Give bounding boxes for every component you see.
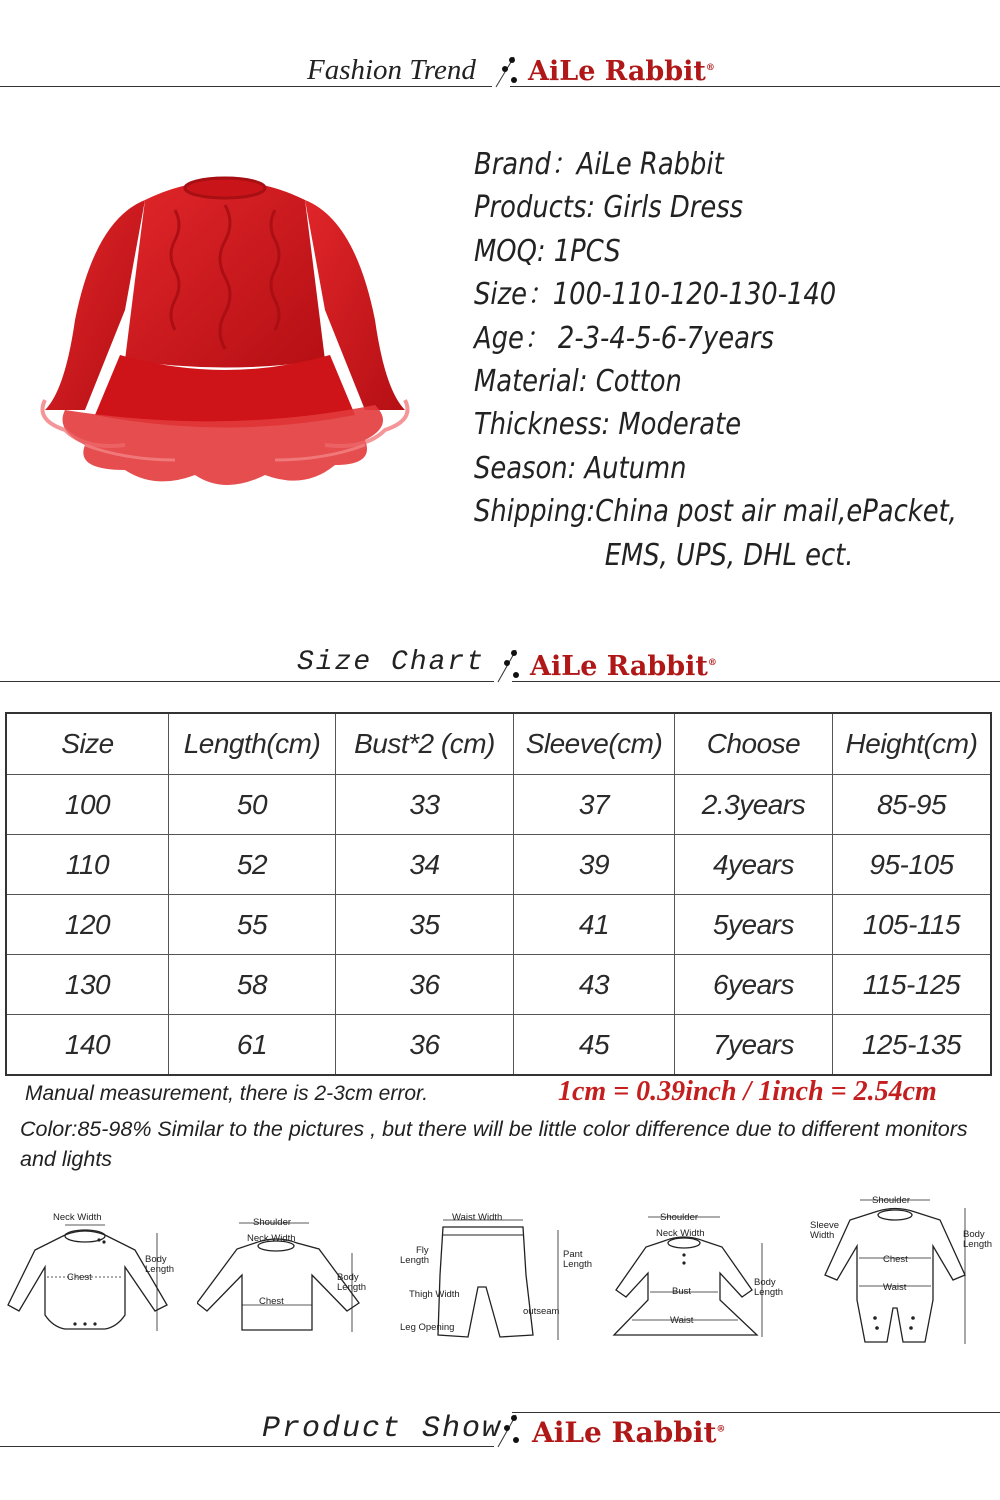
cell-length: 58 xyxy=(169,955,336,1015)
table-row xyxy=(6,955,991,1015)
table-row xyxy=(6,775,991,835)
header-brand: AiLe Rabbit® xyxy=(528,56,715,87)
label-outseam: outseam xyxy=(523,1306,560,1317)
label-bust: Bust xyxy=(672,1286,692,1297)
header-brand: AiLe Rabbit® xyxy=(532,1416,726,1449)
header-title: Product Show xyxy=(262,1412,503,1446)
header-rule-left xyxy=(0,1446,494,1447)
color-note: Color:85-98% Similar to the pictures , but there will be little color difference due to different monitors and lights xyxy=(20,1117,968,1171)
cell-sleeve: 43 xyxy=(514,955,675,1015)
cell-length: 61 xyxy=(169,1015,336,1076)
col-length: Length(cm) xyxy=(169,713,336,775)
label-length: Length xyxy=(145,1264,175,1275)
cell-bust: 34 xyxy=(336,835,514,895)
bodysuit-diagram xyxy=(5,1205,185,1345)
header-title: Size Chart xyxy=(297,647,486,678)
col-height: Height(cm) xyxy=(833,713,992,775)
dress-diagram xyxy=(602,1205,792,1345)
cell-size: 100 xyxy=(6,775,169,835)
cell-length: 52 xyxy=(169,835,336,895)
romper-diagram xyxy=(805,1190,1000,1350)
label-length: Length xyxy=(337,1282,367,1293)
col-size: Size xyxy=(6,713,169,775)
cell-sleeve: 37 xyxy=(514,775,675,835)
info-size: Size：100-110-120-130-140 xyxy=(474,277,837,313)
col-bust: Bust*2 (cm) xyxy=(336,713,514,775)
header-rule-right xyxy=(512,1412,1000,1413)
cell-length: 55 xyxy=(169,895,336,955)
col-sleeve: Sleeve(cm) xyxy=(514,713,675,775)
table-row xyxy=(6,1015,991,1076)
label-body: Body xyxy=(145,1254,167,1265)
cell-choose: 6years xyxy=(675,955,833,1015)
cell-sleeve: 41 xyxy=(514,895,675,955)
cell-sleeve: 39 xyxy=(514,835,675,895)
cell-choose: 4years xyxy=(675,835,833,895)
header-dots-icon xyxy=(496,647,520,685)
label-leg-opening: Leg Opening xyxy=(400,1322,455,1333)
table-row xyxy=(6,895,991,955)
measurement-note: Manual measurement, there is 2-3cm error. xyxy=(25,1082,429,1105)
label-waist-width: Waist Width xyxy=(452,1212,503,1223)
cell-choose: 7years xyxy=(675,1015,833,1076)
table-row xyxy=(6,835,991,895)
label-thigh-width: Thigh Width xyxy=(409,1289,460,1300)
label-fly-length: Length xyxy=(400,1255,430,1266)
label-shoulder: Shoulder xyxy=(872,1195,911,1206)
cell-choose: 2.3years xyxy=(675,775,833,835)
label-shoulder: Shoulder xyxy=(253,1217,292,1228)
cell-size: 130 xyxy=(6,955,169,1015)
label-body: Body xyxy=(337,1272,359,1283)
cell-height: 115-125 xyxy=(833,955,992,1015)
label-length: Length xyxy=(754,1287,784,1298)
cell-length: 50 xyxy=(169,775,336,835)
cell-height: 95-105 xyxy=(833,835,992,895)
label-shoulder: Shoulder xyxy=(660,1212,699,1223)
table-header-row xyxy=(6,713,991,775)
label-sleeve: Sleeve xyxy=(810,1220,840,1231)
cell-choose: 5years xyxy=(675,895,833,955)
shirt-diagram xyxy=(197,1205,387,1345)
label-chest: Chest xyxy=(259,1296,284,1307)
label-chest: Chest xyxy=(67,1272,92,1283)
info-thickness: Thickness: Moderate xyxy=(474,407,742,443)
label-waist: Waist xyxy=(883,1282,907,1293)
dress-product-image xyxy=(25,160,425,560)
header-product-show xyxy=(0,1410,1000,1450)
pants-diagram xyxy=(398,1205,598,1345)
info-brand: Brand：AiLe Rabbit xyxy=(474,147,724,182)
product-info xyxy=(474,143,957,577)
info-material: Material: Cotton xyxy=(474,363,682,399)
info-shipping-cont: EMS, UPS, DHL ect. xyxy=(604,537,854,573)
cell-bust: 36 xyxy=(336,1015,514,1076)
label-neck-width: Neck Width xyxy=(247,1233,296,1244)
label-body: Body xyxy=(963,1229,985,1240)
label-neck-width: Neck Width xyxy=(656,1228,705,1239)
header-fashion-trend xyxy=(0,52,1000,92)
label-length: Length xyxy=(963,1239,993,1250)
cell-bust: 36 xyxy=(336,955,514,1015)
label-body: Body xyxy=(754,1277,776,1288)
info-season: Season: Autumn xyxy=(474,450,687,486)
header-dots-icon xyxy=(496,1412,520,1450)
cell-bust: 35 xyxy=(336,895,514,955)
info-moq: MOQ: 1PCS xyxy=(474,233,621,269)
header-brand: AiLe Rabbit® xyxy=(530,651,717,682)
info-shipping: Shipping:China post air mail,ePacket, xyxy=(474,494,957,530)
label-pant: Pant xyxy=(563,1249,583,1260)
label-neck-width: Neck Width xyxy=(53,1212,102,1223)
label-fly: Fly xyxy=(416,1245,429,1256)
cell-height: 105-115 xyxy=(833,895,992,955)
cell-bust: 33 xyxy=(336,775,514,835)
size-table xyxy=(5,712,992,1076)
info-products: Products: Girls Dress xyxy=(474,190,744,226)
cell-size: 120 xyxy=(6,895,169,955)
header-title: Fashion Trend xyxy=(307,54,476,86)
col-choose: Choose xyxy=(675,713,833,775)
cell-size: 140 xyxy=(6,1015,169,1076)
header-rule-left xyxy=(0,681,494,682)
label-sleeve-width: Width xyxy=(810,1230,835,1241)
label-chest: Chest xyxy=(883,1254,908,1265)
cell-height: 85-95 xyxy=(833,775,992,835)
cell-height: 125-135 xyxy=(833,1015,992,1076)
header-dots-icon xyxy=(494,54,518,90)
cell-size: 110 xyxy=(6,835,169,895)
info-age: Age： 2-3-4-5-6-7years xyxy=(474,320,774,356)
label-waist: Waist xyxy=(670,1315,694,1326)
cell-sleeve: 45 xyxy=(514,1015,675,1076)
label-pant-length: Length xyxy=(563,1259,593,1270)
unit-conversion: 1cm = 0.39inch / 1inch = 2.54cm xyxy=(558,1076,937,1107)
header-size-chart xyxy=(0,645,1000,685)
